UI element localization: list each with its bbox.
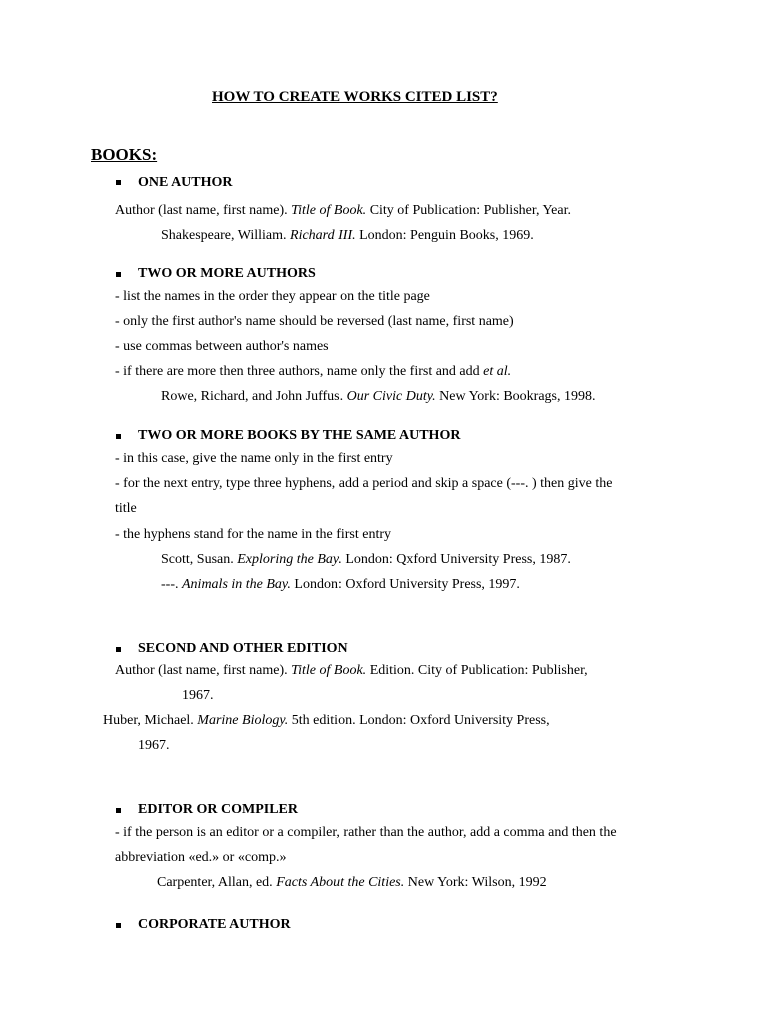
example-line-one-author: Shakespeare, William. Richard III. London: Penguin Books, 1969. bbox=[161, 228, 534, 243]
format-line-one-author: Author (last name, first name). Title of Book. City of Publication: Publisher, Year. bbox=[115, 203, 571, 218]
example-line-same-author: Scott, Susan. Exploring the Bay. London: Qxford University Press, 1987. bbox=[161, 552, 571, 567]
bullet-icon bbox=[116, 434, 121, 439]
bullet-icon bbox=[116, 647, 121, 652]
rule-line: - if there are more then three authors, name only the first and add et al. bbox=[115, 364, 512, 379]
bullet-icon bbox=[116, 808, 121, 813]
example-line-edition-cont: 1967. bbox=[138, 738, 170, 753]
bullet-icon bbox=[116, 272, 121, 277]
example-line-edition: Huber, Michael. Marine Biology. 5th edition. London: Oxford University Press, bbox=[103, 713, 550, 728]
rule-line: title bbox=[115, 501, 137, 516]
format-line-edition-cont: 1967. bbox=[182, 688, 214, 703]
rule-line: - use commas between author's names bbox=[115, 339, 329, 354]
bullet-icon bbox=[116, 180, 121, 185]
example-line-editor: Carpenter, Allan, ed. Facts About the Cities. New York: Wilson, 1992 bbox=[157, 875, 547, 890]
section-heading-editor: EDITOR OR COMPILER bbox=[138, 802, 298, 817]
rule-line: - list the names in the order they appear on the title page bbox=[115, 289, 430, 304]
rule-line: - the hyphens stand for the name in the first entry bbox=[115, 527, 392, 542]
rule-line: - if the person is an editor or a compiler, rather than the author, add a comma and then the bbox=[115, 825, 617, 840]
section-heading-two-authors: TWO OR MORE AUTHORS bbox=[138, 266, 316, 281]
rule-line: abbreviation «ed.» or «comp.» bbox=[115, 850, 287, 865]
example-line-same-author: ---. Animals in the Bay. London: Oxford University Press, 1997. bbox=[161, 577, 520, 592]
rule-line: - in this case, give the name only in the first entry bbox=[115, 451, 393, 466]
section-heading-one-author: ONE AUTHOR bbox=[138, 175, 233, 190]
books-heading: BOOKS: bbox=[91, 145, 158, 164]
section-heading-same-author: TWO OR MORE BOOKS BY THE SAME AUTHOR bbox=[138, 428, 461, 443]
example-line-two-authors: Rowe, Richard, and John Juffus. Our Civic Duty. New York: Bookrags, 1998. bbox=[161, 389, 596, 404]
rule-line: - for the next entry, type three hyphens, add a period and skip a space (---. ) then give the bbox=[115, 476, 613, 491]
bullet-icon bbox=[116, 923, 121, 928]
section-heading-corporate: CORPORATE AUTHOR bbox=[138, 917, 291, 932]
document-title: HOW TO CREATE WORKS CITED LIST? bbox=[212, 89, 498, 105]
format-line-edition: Author (last name, first name). Title of Book. Edition. City of Publication: Publisher, bbox=[115, 663, 588, 678]
section-heading-edition: SECOND AND OTHER EDITION bbox=[138, 641, 348, 656]
rule-line: - only the first author's name should be reversed (last name, first name) bbox=[115, 314, 514, 329]
